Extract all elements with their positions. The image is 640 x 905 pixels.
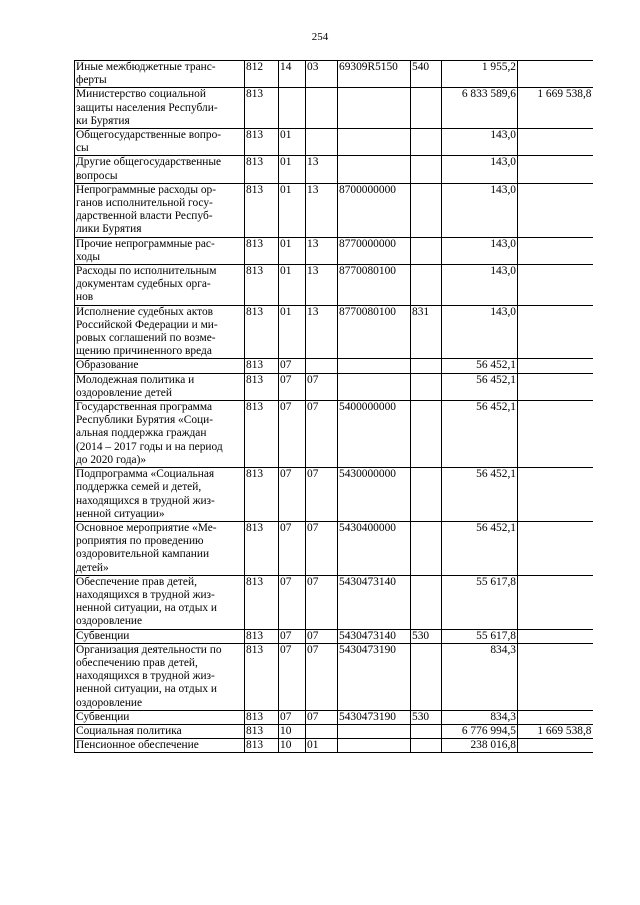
department-code-cell: 813 xyxy=(245,739,279,753)
expense-type-cell: 530 xyxy=(411,710,442,724)
item-name-line: Субвенции xyxy=(76,629,130,642)
target-article-cell: 8770080100 xyxy=(338,305,411,359)
item-name-line: роприятия по проведению xyxy=(76,535,204,548)
item-name-cell xyxy=(75,237,245,264)
department-code-cell: 813 xyxy=(245,468,279,522)
item-name-line: ненной ситуации» xyxy=(76,507,165,520)
amount-cell: 55 617,8 xyxy=(442,575,518,629)
item-name-line: Исполнение судебных актов xyxy=(76,305,214,318)
item-name-line: Министерство социальной xyxy=(76,88,206,101)
amount-cell: 143,0 xyxy=(442,305,518,359)
target-article-cell xyxy=(338,88,411,129)
subsection-code-cell: 03 xyxy=(306,61,338,88)
item-name-line: Прочие непрограммные рас- xyxy=(76,237,215,250)
department-code-cell: 813 xyxy=(245,724,279,738)
page-number: 254 xyxy=(311,31,329,43)
target-article-cell xyxy=(338,739,411,753)
item-name-line: (2014 – 2017 годы и на период xyxy=(76,440,223,453)
amount-cell: 55 617,8 xyxy=(442,629,518,643)
item-name-line: ходы xyxy=(76,250,101,263)
subsection-code-cell: 01 xyxy=(306,739,338,753)
target-article-cell xyxy=(338,373,411,400)
amount-subvention-cell xyxy=(518,643,593,710)
item-name-line: Молодежная политика и xyxy=(76,373,195,386)
subsection-code-cell: 13 xyxy=(306,305,338,359)
target-article-cell: 5430000000 xyxy=(338,468,411,522)
subsection-code-cell xyxy=(306,129,338,156)
department-code-cell: 813 xyxy=(245,88,279,129)
amount-subvention-cell: 1 669 538,8 xyxy=(518,88,593,129)
amount-cell: 1 955,2 xyxy=(442,61,518,88)
item-name-line: поддержка семей и детей, xyxy=(76,481,202,494)
section-code-cell: 01 xyxy=(279,237,306,264)
item-name-cell xyxy=(75,401,245,468)
item-name-line: Государственная программа xyxy=(76,401,213,414)
table-row xyxy=(75,521,593,575)
amount-cell: 6 833 589,6 xyxy=(442,88,518,129)
item-name-line: сы xyxy=(76,142,89,155)
section-code-cell: 01 xyxy=(279,183,306,237)
expense-type-cell xyxy=(411,724,442,738)
expense-type-cell: 540 xyxy=(411,61,442,88)
item-name-line: ки Бурятия xyxy=(76,114,130,127)
item-name-cell xyxy=(75,643,245,710)
amount-subvention-cell xyxy=(518,401,593,468)
target-article-cell xyxy=(338,724,411,738)
item-name-line: ненной ситуации, на отдых и xyxy=(76,683,218,696)
item-name-line: Российской Федерации и ми- xyxy=(76,318,218,331)
item-name-cell xyxy=(75,88,245,129)
section-code-cell xyxy=(279,88,306,129)
amount-cell: 56 452,1 xyxy=(442,468,518,522)
amount-cell: 834,3 xyxy=(442,710,518,724)
table-row xyxy=(75,237,593,264)
expense-type-cell xyxy=(411,237,442,264)
amount-subvention-cell xyxy=(518,468,593,522)
item-name-cell xyxy=(75,305,245,359)
item-name-line: Субвенции xyxy=(76,710,130,723)
item-name-cell xyxy=(75,359,245,373)
expense-type-cell: 831 xyxy=(411,305,442,359)
amount-cell: 6 776 994,5 xyxy=(442,724,518,738)
section-code-cell: 07 xyxy=(279,629,306,643)
item-name-line: оздоровление xyxy=(76,696,143,709)
table-row xyxy=(75,156,593,183)
section-code-cell: 07 xyxy=(279,643,306,710)
expense-type-cell xyxy=(411,739,442,753)
amount-subvention-cell xyxy=(518,521,593,575)
amount-cell: 834,3 xyxy=(442,643,518,710)
table-row xyxy=(75,88,593,129)
amount-subvention-cell xyxy=(518,265,593,306)
table-row xyxy=(75,129,593,156)
item-name-line: оздоровление детей xyxy=(76,386,172,399)
amount-subvention-cell xyxy=(518,629,593,643)
item-name-cell xyxy=(75,739,245,753)
item-name-cell xyxy=(75,183,245,237)
target-article-cell: 8770080100 xyxy=(338,265,411,306)
amount-cell: 238 016,8 xyxy=(442,739,518,753)
table-row xyxy=(75,265,593,306)
expense-type-cell xyxy=(411,265,442,306)
item-name-line: Общегосударственные вопро- xyxy=(76,129,222,142)
item-name-line: документам судебных орга- xyxy=(76,278,211,291)
item-name-line: Республики Бурятия «Соци- xyxy=(76,414,214,427)
target-article-cell: 5430473190 xyxy=(338,710,411,724)
table-row xyxy=(75,183,593,237)
item-name-cell xyxy=(75,468,245,522)
item-name-line: Другие общегосударственные xyxy=(76,156,222,169)
amount-subvention-cell xyxy=(518,129,593,156)
department-code-cell: 813 xyxy=(245,237,279,264)
subsection-code-cell xyxy=(306,359,338,373)
target-article-cell: 5430473140 xyxy=(338,629,411,643)
item-name-line: до 2020 года)» xyxy=(76,453,147,466)
item-name-line: Организация деятельности по xyxy=(76,643,222,656)
amount-cell: 143,0 xyxy=(442,237,518,264)
subsection-code-cell: 07 xyxy=(306,710,338,724)
item-name-line: Иные межбюджетные транс- xyxy=(76,61,216,73)
amount-subvention-cell xyxy=(518,237,593,264)
item-name-line: Образование xyxy=(76,359,139,372)
item-name-line: находящихся в трудной жиз- xyxy=(76,494,215,507)
section-code-cell: 10 xyxy=(279,724,306,738)
table-row xyxy=(75,61,593,88)
section-code-cell: 07 xyxy=(279,359,306,373)
table-row xyxy=(75,739,593,753)
section-code-cell: 07 xyxy=(279,521,306,575)
table-row xyxy=(75,710,593,724)
target-article-cell xyxy=(338,129,411,156)
item-name-cell xyxy=(75,129,245,156)
table-row xyxy=(75,629,593,643)
item-name-line: оздоровительной кампании xyxy=(76,548,210,561)
department-code-cell: 813 xyxy=(245,575,279,629)
subsection-code-cell: 07 xyxy=(306,373,338,400)
section-code-cell: 01 xyxy=(279,265,306,306)
item-name-cell xyxy=(75,629,245,643)
department-code-cell: 813 xyxy=(245,521,279,575)
item-name-cell xyxy=(75,61,245,88)
item-name-line: обеспечению прав детей, xyxy=(76,656,198,669)
item-name-cell xyxy=(75,575,245,629)
table-row xyxy=(75,724,593,738)
section-code-cell: 01 xyxy=(279,156,306,183)
subsection-code-cell: 13 xyxy=(306,183,338,237)
item-name-cell xyxy=(75,373,245,400)
department-code-cell: 813 xyxy=(245,183,279,237)
table-row xyxy=(75,373,593,400)
expense-type-cell xyxy=(411,575,442,629)
budget-table xyxy=(74,60,593,753)
target-article-cell: 5430473140 xyxy=(338,575,411,629)
item-name-line: щению причиненного вреда xyxy=(76,345,212,358)
item-name-line: защиты населения Республи- xyxy=(76,101,218,114)
amount-subvention-cell: 1 669 538,8 xyxy=(518,724,593,738)
item-name-line: находящихся в трудной жиз- xyxy=(76,588,215,601)
expense-type-cell xyxy=(411,129,442,156)
amount-subvention-cell xyxy=(518,373,593,400)
target-article-cell: 5430400000 xyxy=(338,521,411,575)
item-name-line: Непрограммные расходы ор- xyxy=(76,183,217,196)
department-code-cell: 813 xyxy=(245,710,279,724)
subsection-code-cell: 13 xyxy=(306,265,338,306)
department-code-cell: 813 xyxy=(245,305,279,359)
subsection-code-cell: 07 xyxy=(306,643,338,710)
item-name-cell xyxy=(75,521,245,575)
item-name-cell xyxy=(75,265,245,306)
table-row xyxy=(75,305,593,359)
expense-type-cell xyxy=(411,156,442,183)
amount-cell: 143,0 xyxy=(442,156,518,183)
amount-cell: 56 452,1 xyxy=(442,373,518,400)
item-name-line: детей» xyxy=(76,561,109,574)
section-code-cell: 01 xyxy=(279,305,306,359)
expense-type-cell xyxy=(411,373,442,400)
amount-subvention-cell xyxy=(518,183,593,237)
target-article-cell: 69309R5150 xyxy=(338,61,411,88)
amount-subvention-cell xyxy=(518,575,593,629)
section-code-cell: 10 xyxy=(279,739,306,753)
expense-type-cell: 530 xyxy=(411,629,442,643)
department-code-cell: 813 xyxy=(245,629,279,643)
subsection-code-cell: 13 xyxy=(306,237,338,264)
item-name-line: Социальная политика xyxy=(76,724,182,737)
department-code-cell: 813 xyxy=(245,373,279,400)
subsection-code-cell: 07 xyxy=(306,401,338,468)
amount-subvention-cell xyxy=(518,156,593,183)
department-code-cell: 813 xyxy=(245,129,279,156)
amount-subvention-cell xyxy=(518,305,593,359)
department-code-cell: 813 xyxy=(245,156,279,183)
amount-subvention-cell xyxy=(518,739,593,753)
item-name-line: Подпрограмма «Социальная xyxy=(76,468,215,481)
target-article-cell: 5430473190 xyxy=(338,643,411,710)
amount-cell: 56 452,1 xyxy=(442,401,518,468)
item-name-line: Пенсионное обеспечение xyxy=(76,739,199,752)
expense-type-cell xyxy=(411,643,442,710)
table-row xyxy=(75,359,593,373)
department-code-cell: 813 xyxy=(245,643,279,710)
amount-cell: 143,0 xyxy=(442,129,518,156)
item-name-line: ферты xyxy=(76,74,107,87)
amount-subvention-cell xyxy=(518,359,593,373)
target-article-cell: 5400000000 xyxy=(338,401,411,468)
target-article-cell xyxy=(338,156,411,183)
subsection-code-cell: 07 xyxy=(306,521,338,575)
table-row xyxy=(75,575,593,629)
subsection-code-cell xyxy=(306,88,338,129)
department-code-cell: 813 xyxy=(245,401,279,468)
table-row xyxy=(75,643,593,710)
expense-type-cell xyxy=(411,468,442,522)
item-name-line: ровых соглашений по возме- xyxy=(76,332,216,345)
item-name-line: нов xyxy=(76,291,94,304)
expense-type-cell xyxy=(411,183,442,237)
section-code-cell: 14 xyxy=(279,61,306,88)
expense-type-cell xyxy=(411,359,442,373)
subsection-code-cell: 07 xyxy=(306,629,338,643)
subsection-code-cell: 07 xyxy=(306,468,338,522)
item-name-line: ненной ситуации, на отдых и xyxy=(76,602,218,615)
amount-subvention-cell xyxy=(518,710,593,724)
item-name-line: Основное мероприятие «Ме- xyxy=(76,521,217,534)
subsection-code-cell: 13 xyxy=(306,156,338,183)
item-name-line: альная поддержка граждан xyxy=(76,427,207,440)
target-article-cell xyxy=(338,359,411,373)
section-code-cell: 07 xyxy=(279,468,306,522)
department-code-cell: 812 xyxy=(245,61,279,88)
subsection-code-cell xyxy=(306,724,338,738)
amount-cell: 56 452,1 xyxy=(442,521,518,575)
item-name-line: ганов исполнительной госу- xyxy=(76,197,213,210)
amount-subvention-cell xyxy=(518,61,593,88)
item-name-cell xyxy=(75,156,245,183)
section-code-cell: 07 xyxy=(279,710,306,724)
amount-cell: 143,0 xyxy=(442,265,518,306)
item-name-line: Расходы по исполнительным xyxy=(76,265,217,278)
department-code-cell: 813 xyxy=(245,265,279,306)
item-name-line: находящихся в трудной жиз- xyxy=(76,670,215,683)
item-name-cell xyxy=(75,710,245,724)
table-row xyxy=(75,468,593,522)
target-article-cell: 8770000000 xyxy=(338,237,411,264)
subsection-code-cell: 07 xyxy=(306,575,338,629)
expense-type-cell xyxy=(411,521,442,575)
item-name-cell xyxy=(75,724,245,738)
item-name-line: лики Бурятия xyxy=(76,223,142,236)
amount-cell: 56 452,1 xyxy=(442,359,518,373)
section-code-cell: 01 xyxy=(279,129,306,156)
section-code-cell: 07 xyxy=(279,575,306,629)
expense-type-cell xyxy=(411,88,442,129)
amount-cell: 143,0 xyxy=(442,183,518,237)
expense-type-cell xyxy=(411,401,442,468)
section-code-cell: 07 xyxy=(279,373,306,400)
item-name-line: оздоровление xyxy=(76,615,143,628)
department-code-cell: 813 xyxy=(245,359,279,373)
table-body xyxy=(75,61,593,753)
item-name-line: дарственной власти Респуб- xyxy=(76,210,213,223)
target-article-cell: 8700000000 xyxy=(338,183,411,237)
item-name-line: вопросы xyxy=(76,169,118,182)
item-name-line: Обеспечение прав детей, xyxy=(76,575,197,588)
section-code-cell: 07 xyxy=(279,401,306,468)
table-row xyxy=(75,401,593,468)
